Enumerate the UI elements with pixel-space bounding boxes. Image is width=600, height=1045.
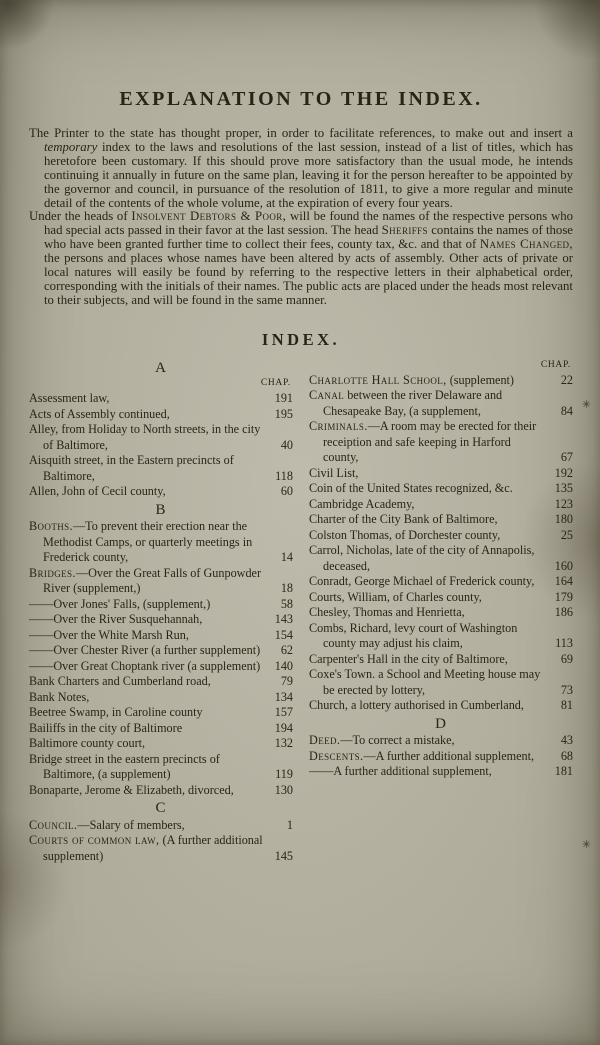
explanation-paragraph (29, 127, 573, 210)
index-entry (309, 764, 573, 780)
entry-text: Bridge street in the eastern precincts of Baltimore, (a supplement) (29, 751, 220, 782)
entry-chapter-number: 130 (274, 782, 293, 797)
index-entry (309, 590, 573, 606)
paragraph-segment: The Printer to the state has thought proper, in order to facilitate references, to make out and insert a (29, 126, 573, 140)
explanation-title: EXPLANATION TO THE INDEX. (119, 88, 483, 110)
entry-text: Acts of Assembly continued, (29, 406, 170, 421)
entry-text: Church, a lottery authorised in Cumberland, (309, 698, 524, 713)
entry-text: Conradt, George Michael of Frederick county, (309, 574, 535, 589)
entry-text: Civil List, (309, 465, 359, 480)
section-letter: D (435, 715, 447, 732)
entry-text: Allen, John of Cecil county, (29, 484, 166, 499)
entry-chapter-number: 81 (560, 698, 573, 713)
paragraph-segment: will be found the names of the respective persons who had special acts passed in their favor at the last session. The head (44, 209, 573, 238)
entry-text: —A room may be erected for their receiption and safe keeping in Harford county, (323, 419, 537, 465)
index-entry (29, 407, 293, 423)
paragraph-segment: Insolvent Debtors & Poor, (131, 209, 287, 224)
entry-text: —A further additional supplement, (363, 748, 535, 763)
entry-lead: Canal (309, 388, 345, 403)
entry-text: Bank Charters and Cumberland road, (29, 674, 211, 689)
index-entry (29, 391, 293, 407)
index-entry (309, 698, 573, 714)
entry-chapter-number: 73 (560, 682, 573, 697)
entry-text: (A further additional supplement) (43, 833, 263, 863)
entry-lead: Booths. (29, 519, 73, 534)
entry-chapter-number: 22 (560, 372, 573, 387)
entry-chapter-number: 84 (560, 403, 573, 418)
section-letter: B (155, 501, 167, 518)
index-column-right (309, 358, 573, 865)
entry-chapter-number: 1 (286, 817, 293, 832)
index-entry (29, 484, 293, 500)
entry-chapter-number: 18 (280, 581, 293, 596)
index-entry (309, 388, 573, 419)
index-entry (309, 605, 573, 621)
index-entry (29, 752, 293, 783)
index-entry (309, 749, 573, 765)
entry-text: Bonaparte, Jerome & Elizabeth, divorced, (29, 782, 234, 797)
index-entry (29, 705, 293, 721)
entry-chapter-number: 145 (274, 848, 293, 863)
entry-text: Combs, Richard, levy court of Washington county may adjust his claim, (309, 620, 518, 651)
entry-text: ——Over Jones' Falls, (supplement,) (29, 596, 211, 611)
index-entry (309, 512, 573, 528)
index-entry (29, 818, 293, 834)
index-entry (29, 736, 293, 752)
paragraph-segment: Under the heads of (29, 209, 132, 224)
entry-text: ——Over the River Susquehannah, (29, 612, 203, 627)
entry-chapter-number: 62 (280, 643, 293, 658)
index-entry (29, 659, 293, 675)
paragraph-segment: the persons and places whose names have been altered by acts of assembly. Other acts of private or local natures will easily be found by referring to the respective letters in their alphabetical order, corresponding with the initials of their names. The public acts are placed under the heads most relevant to their subjects, and will be found in the same manner. (44, 251, 573, 307)
entry-lead: Council. (29, 817, 78, 832)
paragraph-segment: contains the names of those who have been granted further time to collect their fees, county tax, &c. and that of (44, 223, 573, 252)
entry-text: ——Over Great Choptank river (a supplement) (29, 658, 261, 673)
entry-chapter-number: 69 (560, 651, 573, 666)
entry-chapter-number: 181 (554, 764, 573, 779)
entry-chapter-number: 25 (560, 527, 573, 542)
entry-text: ——A further additional supplement, (309, 764, 492, 779)
entry-chapter-number: 14 (280, 550, 293, 565)
margin-mark-icon: ✳ (581, 839, 591, 851)
index-title: INDEX. (261, 329, 341, 349)
entry-chapter-number: 67 (560, 450, 573, 465)
entry-text: between the river Delaware and Chesapeake Bay, (a supplement, (323, 388, 503, 418)
entry-chapter-number: 123 (554, 496, 573, 511)
entry-chapter-number: 132 (274, 736, 293, 751)
entry-text: —To prevent their erection near the Methodist Camps, or quarterly meetings in Frederick county, (43, 519, 253, 565)
entry-chapter-number: 154 (274, 627, 293, 642)
entry-chapter-number: 134 (274, 689, 293, 704)
explanation-paragraph (29, 210, 573, 307)
entry-text: Baltimore county court, (29, 736, 146, 751)
chap-header: CHAP. (260, 378, 291, 389)
entry-lead: Deed. (309, 733, 341, 748)
entry-chapter-number: 68 (560, 748, 573, 763)
index-entry (309, 543, 573, 574)
entry-lead: Bridges. (29, 565, 76, 580)
entry-chapter-number: 113 (555, 636, 573, 651)
entry-chapter-number: 191 (274, 391, 293, 406)
index-column-left (29, 358, 293, 865)
index-entry (29, 628, 293, 644)
index-entry (309, 497, 573, 513)
index-entry (29, 721, 293, 737)
index-entry (309, 481, 573, 497)
index-entry (29, 422, 293, 453)
entry-chapter-number: 79 (280, 674, 293, 689)
entry-chapter-number: 164 (554, 574, 573, 589)
entry-chapter-number: 60 (280, 484, 293, 499)
entry-text: Cambridge Academy, (309, 496, 415, 511)
index-entry (309, 621, 573, 652)
entry-lead: Charlotte Hall School, (309, 372, 447, 387)
entry-text: Chesley, Thomas and Henrietta, (309, 605, 465, 620)
entry-text: Bailiffs in the city of Baltimore (29, 720, 183, 735)
index-entry (29, 612, 293, 628)
entry-chapter-number: 135 (554, 481, 573, 496)
index-entry (309, 667, 573, 698)
entry-chapter-number: 160 (554, 558, 573, 573)
entry-chapter-number: 180 (554, 512, 573, 527)
index-entry (309, 466, 573, 482)
entry-chapter-number: 58 (280, 596, 293, 611)
entry-text: ——Over Chester River (a further supplement) (29, 643, 261, 658)
entry-text: Bank Notes, (29, 689, 90, 704)
entry-text: —Over the Great Falls of Gunpowder River (supplement,) (43, 565, 262, 596)
entry-lead: Courts of common law, (29, 833, 160, 848)
index-entry (29, 453, 293, 484)
entry-chapter-number: 140 (274, 658, 293, 673)
entry-text: Charter of the City Bank of Baltimore, (309, 512, 498, 527)
entry-text: Aisquith street, in the Eastern precincts of Baltimore, (29, 453, 234, 483)
margin-mark-icon: ✳ (581, 399, 591, 411)
entry-text: Courts, William, of Charles county, (309, 589, 482, 604)
entry-lead: Criminals. (309, 419, 368, 434)
entry-text: Coin of the United States recognized, &c. (309, 481, 513, 496)
index-entry (29, 566, 293, 597)
entry-text: —To correct a mistake, (340, 733, 455, 748)
entry-chapter-number: 195 (274, 406, 293, 421)
paragraph-segment: Sheriffs (381, 223, 428, 238)
index-entry (29, 597, 293, 613)
explanation-paragraphs (29, 127, 573, 308)
index-columns (29, 358, 573, 865)
index-entry (309, 373, 573, 389)
paragraph-segment: index to the laws and resolutions of the last session, instead of a list of titles, which has heretofore been customary. If this should prove more satisfactory than the usual mode, he intends continuing it annually in future on the same plan, leaving it for the person hereafter to be appointed by the governor and council, in pursuance of the resolution of 1811, to give a more regular and minute detail of the contents of the whole volume, at the expiration of every four years. (44, 139, 573, 210)
entry-chapter-number: 43 (560, 733, 573, 748)
section-letter: A (155, 359, 167, 376)
index-entry (309, 733, 573, 749)
entry-text: ——Over the White Marsh Run, (29, 627, 189, 642)
entry-chapter-number: 119 (275, 767, 293, 782)
index-entry (29, 783, 293, 799)
chap-header: CHAP. (540, 359, 571, 370)
entry-text: Beetree Swamp, in Caroline county (29, 705, 203, 720)
paragraph-segment: Names Changed, (479, 237, 573, 252)
index-entry (29, 833, 293, 864)
entry-text: Carpenter's Hall in the city of Baltimore, (309, 651, 508, 666)
entry-chapter-number: 40 (280, 437, 293, 452)
entry-chapter-number: 143 (274, 612, 293, 627)
index-entry (29, 674, 293, 690)
index-entry (29, 519, 293, 566)
entry-chapter-number: 194 (274, 720, 293, 735)
index-entry (309, 528, 573, 544)
paragraph-segment: temporary (44, 139, 98, 154)
index-entry (309, 574, 573, 590)
entry-chapter-number: 118 (275, 468, 293, 483)
index-entry (309, 419, 573, 466)
entry-text: Alley, from Holiday to North streets, in the city of Baltimore, (29, 422, 261, 452)
section-letter: C (155, 800, 167, 817)
entry-text: Assessment law, (29, 391, 110, 406)
entry-chapter-number: 186 (554, 605, 573, 620)
index-entry (29, 643, 293, 659)
index-entry (29, 690, 293, 706)
entry-text: —Salary of members, (77, 817, 185, 832)
index-entry (309, 652, 573, 668)
entry-chapter-number: 179 (554, 589, 573, 604)
entry-text: Carrol, Nicholas, late of the city of Annapolis, deceased, (309, 543, 535, 573)
entry-text: Colston Thomas, of Dorchester county, (309, 527, 501, 542)
entry-lead: Descents. (309, 748, 364, 763)
entry-text: Coxe's Town. a School and Meeting house may be erected by lottery, (309, 667, 541, 697)
entry-text: (supplement) (446, 372, 514, 387)
entry-chapter-number: 192 (554, 465, 573, 480)
entry-chapter-number: 157 (274, 705, 293, 720)
